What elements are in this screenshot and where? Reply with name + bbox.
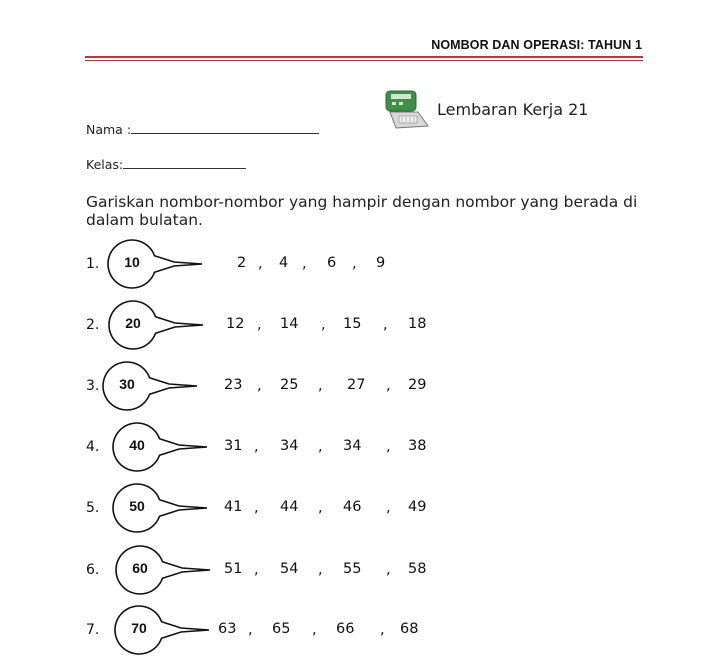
separator-comma: , — [318, 562, 323, 578]
answer-option[interactable]: 29 — [408, 377, 427, 393]
answer-option[interactable]: 55 — [343, 561, 362, 577]
answer-option[interactable]: 54 — [280, 561, 299, 577]
question-number: 6. — [86, 562, 100, 578]
answer-option[interactable]: 14 — [280, 316, 299, 332]
answer-option[interactable]: 41 — [224, 499, 243, 515]
answer-option[interactable]: 25 — [280, 377, 299, 393]
answer-option[interactable]: 58 — [408, 561, 427, 577]
bubble-number: 30 — [119, 376, 135, 392]
bubble-number: 60 — [132, 560, 148, 576]
answer-option[interactable]: 66 — [336, 621, 355, 637]
name-input-line[interactable] — [131, 121, 319, 134]
separator-comma: , — [321, 317, 326, 333]
question-row — [0, 295, 728, 355]
separator-comma: , — [254, 439, 259, 455]
class-label: Kelas: — [86, 157, 124, 172]
answer-option[interactable]: 38 — [408, 438, 427, 454]
question-number: 3. — [86, 378, 100, 394]
answer-option[interactable]: 18 — [408, 316, 427, 332]
separator-comma: , — [258, 256, 263, 272]
name-label: Nama : — [86, 122, 132, 137]
separator-comma: , — [386, 439, 391, 455]
separator-comma: , — [254, 562, 259, 578]
separator-comma: , — [318, 439, 323, 455]
separator-comma: , — [386, 562, 391, 578]
question-row — [0, 417, 728, 477]
answer-option[interactable]: 9 — [376, 255, 386, 271]
class-input-line[interactable] — [123, 156, 246, 169]
question-row — [0, 540, 728, 600]
separator-comma: , — [302, 256, 307, 272]
answer-option[interactable]: 6 — [327, 255, 337, 271]
question-number: 1. — [86, 256, 100, 272]
question-number: 7. — [86, 622, 100, 638]
answer-option[interactable]: 51 — [224, 561, 243, 577]
answer-option[interactable]: 4 — [279, 255, 289, 271]
question-row — [0, 234, 728, 294]
question-row — [0, 356, 728, 416]
bubble-number: 50 — [129, 498, 145, 514]
answer-option[interactable]: 63 — [218, 621, 237, 637]
worksheet-title: Lembaran Kerja 21 — [437, 100, 589, 119]
question-number: 5. — [86, 500, 100, 516]
bubble-number: 40 — [129, 437, 145, 453]
separator-comma: , — [352, 256, 357, 272]
separator-comma: , — [318, 378, 323, 394]
class-field — [86, 156, 246, 172]
instruction-text: Gariskan nombor-nombor yang hampir dengan nombor yang berada di dalam bulatan. — [86, 193, 638, 229]
bubble-number: 10 — [124, 254, 140, 270]
separator-comma: , — [248, 622, 253, 638]
header-title: NOMBOR DAN OPERASI: TAHUN 1 — [431, 38, 642, 52]
separator-comma: , — [254, 500, 259, 516]
question-row — [0, 600, 728, 660]
separator-comma: , — [380, 622, 385, 638]
answer-option[interactable]: 2 — [237, 255, 247, 271]
answer-option[interactable]: 46 — [343, 499, 362, 515]
answer-option[interactable]: 34 — [280, 438, 299, 454]
answer-option[interactable]: 12 — [226, 316, 245, 332]
header-rule — [85, 56, 643, 58]
answer-option[interactable]: 23 — [224, 377, 243, 393]
bubble-number: 20 — [125, 315, 141, 331]
answer-option[interactable]: 34 — [343, 438, 362, 454]
answer-option[interactable]: 15 — [343, 316, 362, 332]
separator-comma: , — [383, 317, 388, 333]
answer-option[interactable]: 65 — [272, 621, 291, 637]
separator-comma: , — [386, 378, 391, 394]
answer-option[interactable]: 44 — [280, 499, 299, 515]
answer-option[interactable]: 49 — [408, 499, 427, 515]
separator-comma: , — [257, 317, 262, 333]
calculator-icon — [382, 88, 434, 132]
question-row — [0, 478, 728, 538]
name-field — [86, 121, 319, 137]
answer-option[interactable]: 68 — [400, 621, 419, 637]
bubble-number: 70 — [131, 620, 147, 636]
separator-comma: , — [257, 378, 262, 394]
separator-comma: , — [312, 622, 317, 638]
separator-comma: , — [386, 500, 391, 516]
header-rule-thin — [85, 60, 643, 61]
answer-option[interactable]: 27 — [347, 377, 366, 393]
answer-option[interactable]: 31 — [224, 438, 243, 454]
separator-comma: , — [318, 500, 323, 516]
question-number: 4. — [86, 439, 100, 455]
question-number: 2. — [86, 317, 100, 333]
